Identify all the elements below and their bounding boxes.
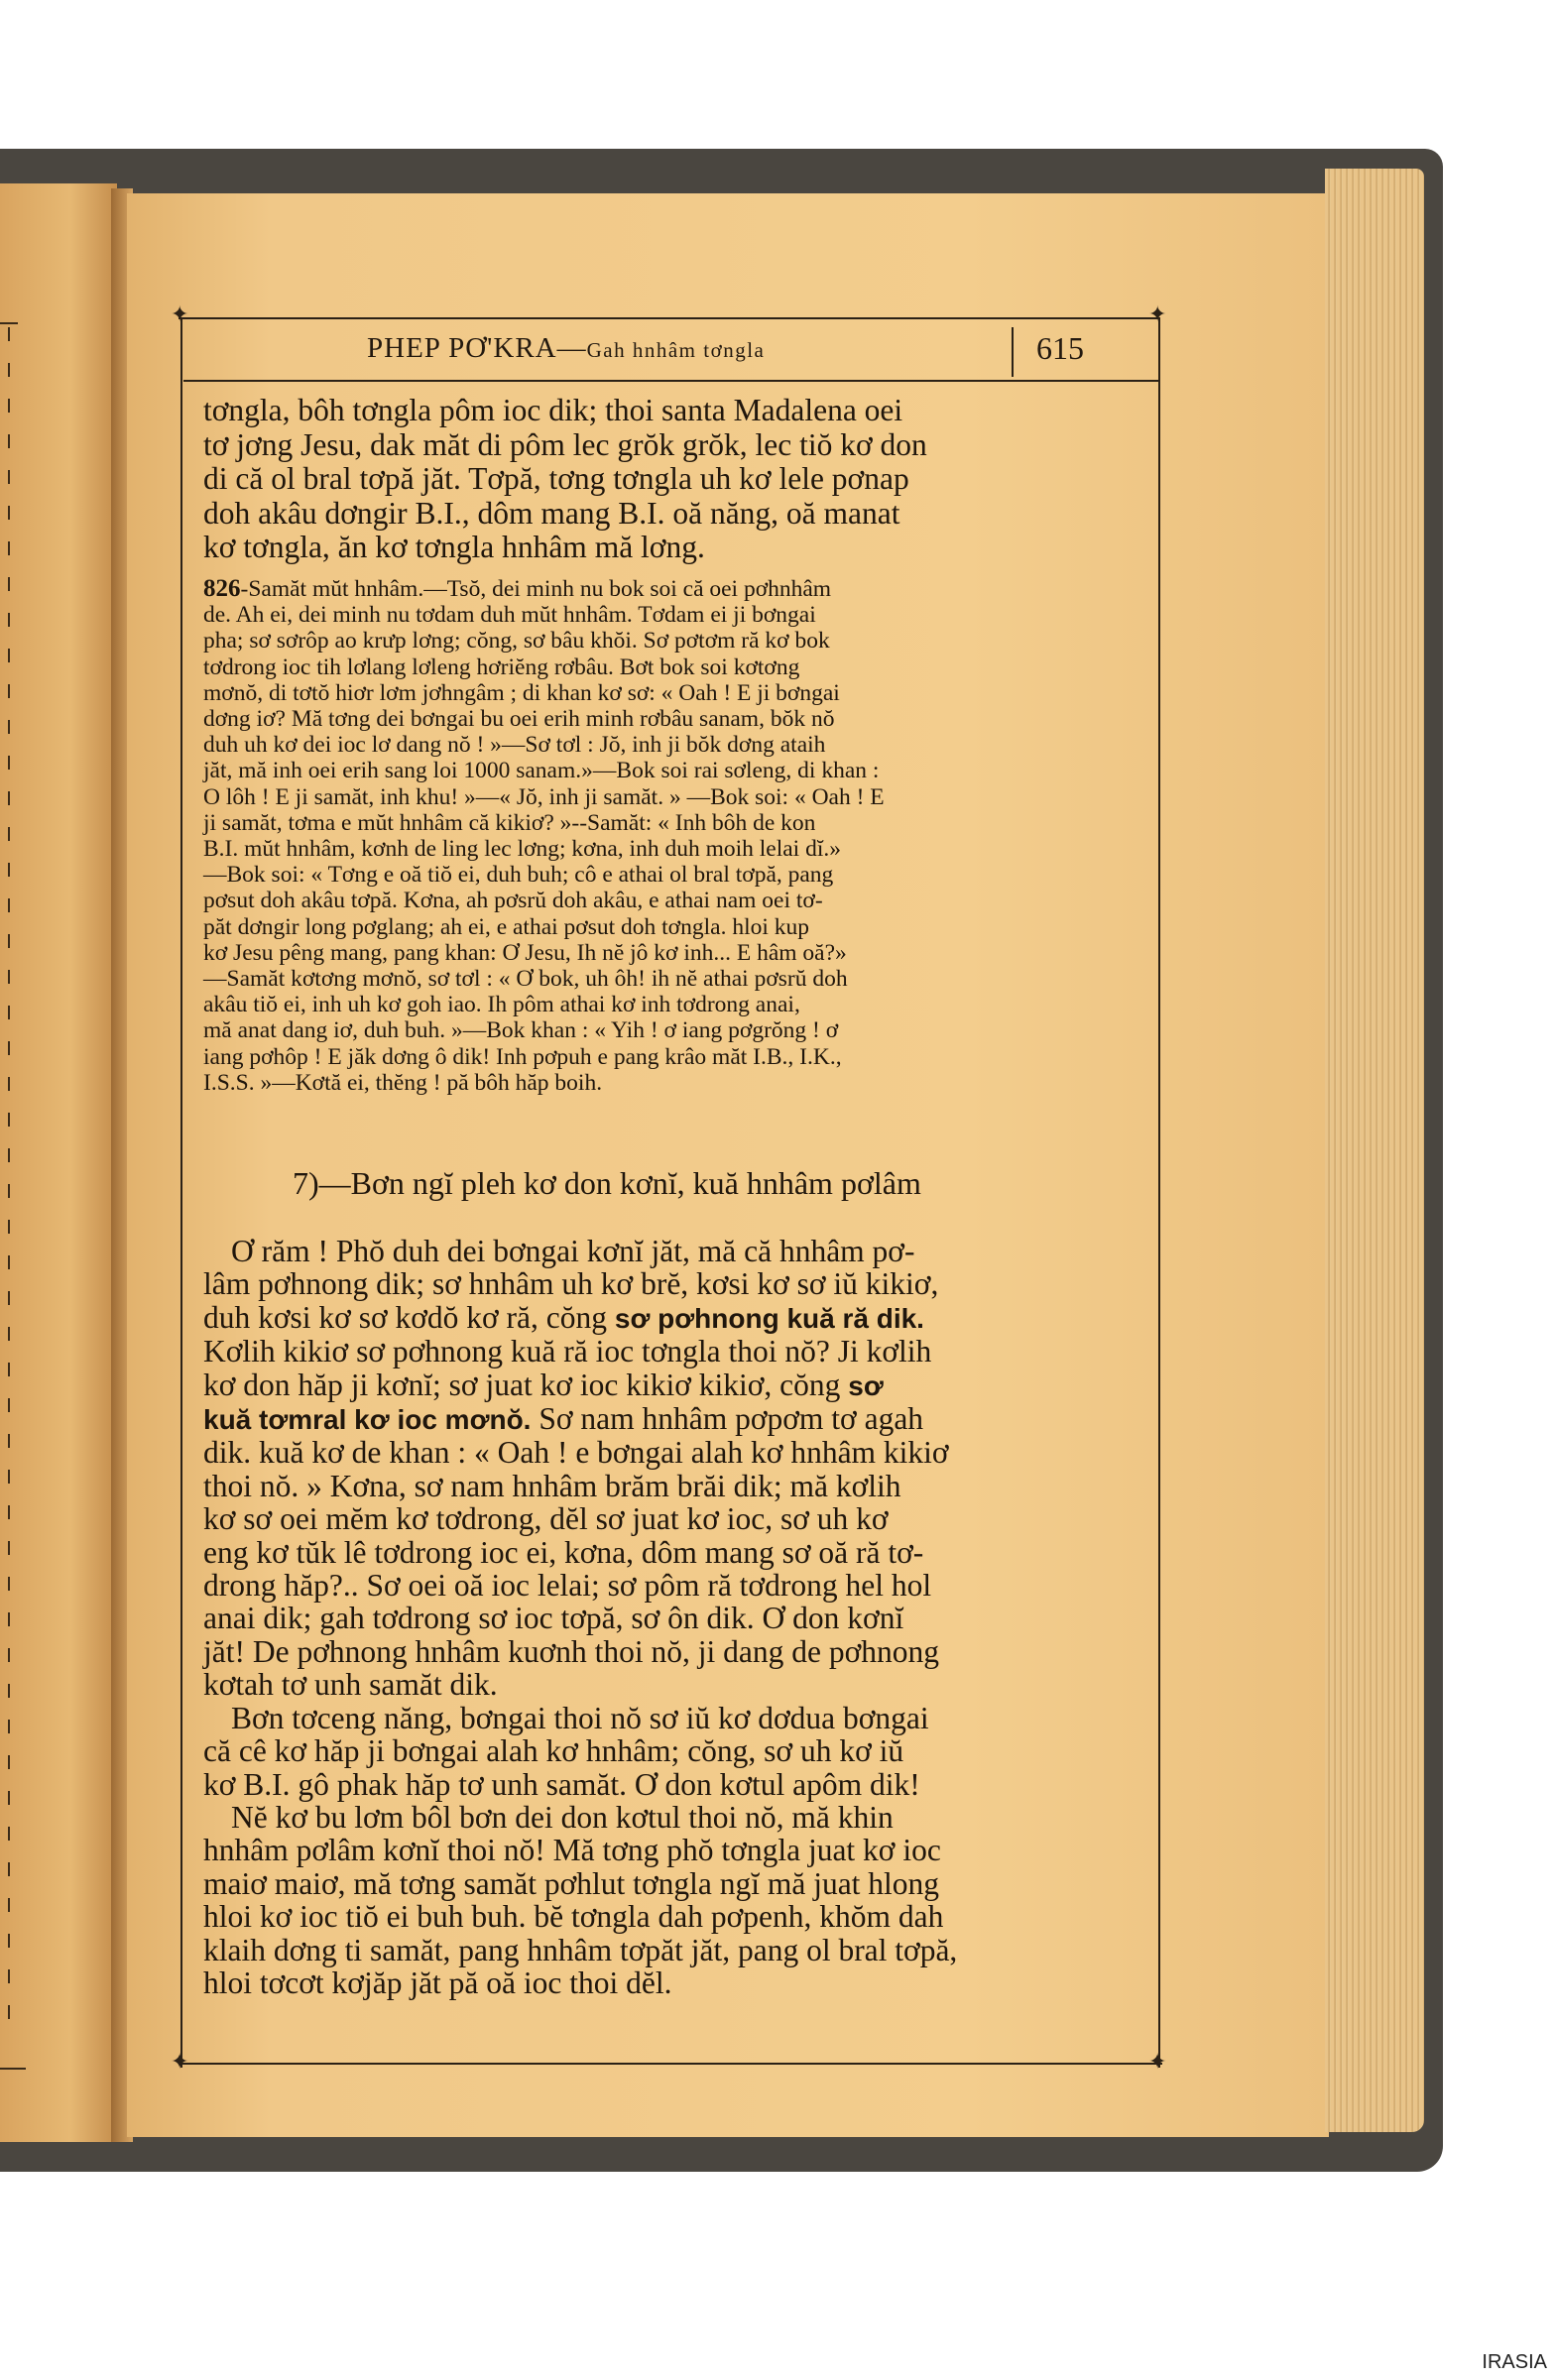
- text-remnant: [8, 1577, 10, 1591]
- text-remnant: [8, 970, 10, 984]
- text-line: jăt, mă inh oei erih sang loi 1000 sanam.»—Bok soi rai sơleng, di khan :: [203, 758, 880, 784]
- running-head-subtitle: Gah hnhâm tơngla: [586, 338, 766, 362]
- text-remnant: [8, 470, 10, 484]
- text-line: hloi kơ ioc tiŏ ei buh buh. bĕ tơngla dah pơpenh, khŏm dah: [203, 1899, 944, 1935]
- text-line: tơ jơng Jesu, dak măt di pôm lec grŏk grŏk, lec tiŏ kơ don: [203, 426, 927, 462]
- text-line: O lôh ! E ji samăt, inh khu! »—« Jŏ, inh ji samăt. » —Bok soi: « Oah ! E: [203, 783, 885, 810]
- text-line: ji samăt, tơma e mŭt hnhâm că kikiơ? »--Samăt: « Inh bôh de kon: [203, 809, 816, 836]
- paragraph-anecdote: [203, 576, 1155, 1096]
- text-remnant: [8, 1612, 10, 1626]
- text-remnant: [8, 1898, 10, 1912]
- text-remnant: [8, 1648, 10, 1662]
- bottom-rule: [180, 2063, 1162, 2065]
- text-line: hloi tơcơt kơjăp jăt pă oă ioc thoi dĕl.: [203, 1964, 672, 2000]
- text-remnant: [8, 827, 10, 841]
- paragraph-body: [203, 1235, 1155, 1999]
- corner-ornament-icon: ✦: [171, 2049, 189, 2074]
- text-remnant: [8, 1184, 10, 1198]
- text-remnant: [8, 1113, 10, 1127]
- text-remnant: [8, 1006, 10, 1019]
- text-remnant: [8, 1291, 10, 1305]
- text-line: kơtah tơ unh samăt dik.: [203, 1667, 498, 1703]
- text-remnant: [8, 327, 10, 341]
- text-line-content: kơ don hăp ji kơnĭ; sơ juat kơ ioc kikiơ kikiơ, cŏng: [203, 1367, 849, 1402]
- text-remnant: [8, 1255, 10, 1269]
- text-remnant: [8, 1755, 10, 1769]
- text-remnant: [8, 1148, 10, 1162]
- text-remnant: [8, 2005, 10, 2019]
- left-frame-rule: [180, 317, 182, 2068]
- text-remnant: [8, 541, 10, 555]
- running-head-title: PHEP PƠ'KRA—: [367, 332, 587, 364]
- text-remnant: [8, 898, 10, 912]
- corner-ornament-icon: ✦: [171, 301, 189, 326]
- left-page-rule: [0, 322, 18, 325]
- text-line: Ơ răm ! Phŏ duh dei bơngai kơnĭ jăt, mă că hnhâm pơ-: [231, 1234, 915, 1268]
- text-remnant: [8, 1684, 10, 1698]
- text-line: păt dơngir long pơglang; ah ei, e athai pơsut doh tơngla. hloi kup: [203, 913, 809, 940]
- text-line: doh akâu dơngir B.I., dôm mang B.I. oă năng, oă manat: [203, 495, 900, 531]
- text-remnant: [8, 934, 10, 948]
- top-rule: [179, 317, 1160, 319]
- text-remnant: [8, 577, 10, 591]
- text-line: jăt! De pơhnong hnhâm kuơnh thoi nŏ, ji dang de pơhnong: [203, 1633, 940, 1669]
- page-edges: [1325, 169, 1424, 2132]
- text-line: [203, 576, 1155, 602]
- text-remnant: [8, 684, 10, 698]
- text-line: [203, 1368, 1155, 1402]
- text-remnant: [8, 1505, 10, 1519]
- text-line: —Bok soi: « Tơng e oă tiŏ ei, duh buh; cô e athai ol bral tơpă, pang: [203, 862, 834, 889]
- emphasis: sơ: [848, 1369, 884, 1401]
- text-remnant: [8, 791, 10, 805]
- text-line: iang pơhôp ! E jăk dơng ô dik! Inh pơpuh e pang krâo măt I.B., I.K.,: [203, 1043, 842, 1070]
- text-line: pha; sơ sơrôp ao krưp lơng; cŏng, sơ bâu khŏi. Sơ pơtơm ră kơ bok: [203, 628, 830, 654]
- text-remnant: [8, 720, 10, 734]
- text-remnant: [8, 1077, 10, 1091]
- text-line: lâm pơhnong dik; sơ hnhâm uh kơ brĕ, kơsi kơ sơ iŭ kikiơ,: [203, 1266, 939, 1302]
- emphasis: sơ pơhnong kuă ră dik.: [614, 1302, 924, 1334]
- text-remnant: [8, 1934, 10, 1948]
- text-line: kơ sơ oei mĕm kơ tơdrong, dĕl sơ juat kơ ioc, sơ uh kơ: [203, 1501, 889, 1537]
- text-line: pơsut doh akâu tơpă. Kơna, ah pơsrŭ doh akâu, e athai nam oei tơ-: [203, 888, 823, 914]
- text-line: hnhâm pơlâm kơnĭ thoi nŏ! Mă tơng phŏ tơngla juat kơ ioc: [203, 1833, 941, 1868]
- text-remnant: [8, 1827, 10, 1841]
- text-line: —Samăt kơtơng mơnŏ, sơ tơl : « Ơ bok, uh ôh! ih nĕ athai pơsrŭ doh: [203, 966, 848, 993]
- text-remnant: [8, 399, 10, 413]
- text-line: kơ Jesu pêng mang, pang khan: Ơ Jesu, Ih nĕ jô kơ inh... E hâm oă?»: [203, 939, 847, 966]
- paragraph-top: [203, 394, 1155, 565]
- text-line: B.I. mŭt hnhâm, kơnh de ling lec lơng; kơna, inh duh moih lelai dĭ.»: [203, 836, 841, 863]
- text-remnant: [8, 1220, 10, 1234]
- section-heading: 7)—Bơn ngĭ pleh kơ don kơnĭ, kuă hnhâm pơlâm: [293, 1165, 921, 1201]
- text-line-content: duh kơsi kơ sơ kơdŏ kơ ră, cŏng: [203, 1299, 615, 1335]
- text-remnant: [8, 1327, 10, 1341]
- text-line: eng kơ tŭk lê tơdrong ioc ei, kơna, dôm mang sơ oă ră tơ-: [203, 1534, 924, 1570]
- text-remnant: [8, 756, 10, 770]
- text-remnant: [8, 1470, 10, 1484]
- text-line: mơnŏ, di tơtŏ hiơr lơm jơhngâm ; di khan kơ sơ: « Oah ! E ji bơngai: [203, 679, 840, 706]
- text-remnant: [8, 1363, 10, 1376]
- text-line-content: Sơ nam hnhâm pơpơm tơ agah: [531, 1401, 924, 1437]
- text-line: anai dik; gah tơdrong sơ ioc tơpă, sơ ôn dik. Ơ don kơnĭ: [203, 1601, 904, 1636]
- header-rule: [183, 380, 1160, 382]
- text-remnant: [8, 649, 10, 662]
- text-line: akâu tiŏ ei, inh uh kơ goh iao. Ih pôm athai kơ inh tơdrong anai,: [203, 992, 800, 1018]
- left-page-edge: [0, 183, 117, 2142]
- text-line: dơng iơ? Mă tơng dei bơngai bu oei erih minh rơbâu sanam, bŏk nŏ: [203, 706, 835, 733]
- text-remnant: [8, 434, 10, 448]
- text-remnant: [8, 613, 10, 627]
- running-head: [367, 332, 922, 365]
- text-remnant: [8, 1720, 10, 1733]
- text-line: I.S.S. »—Kơtă ei, thĕng ! pă bôh hăp boih.: [203, 1069, 603, 1096]
- text-line: kơ B.I. gô phak hăp tơ unh samăt. Ơ don kơtul apôm dik!: [203, 1766, 920, 1802]
- text-line: că cê kơ hăp ji bơngai alah kơ hnhâm; cŏng, sơ uh kơ iŭ: [203, 1733, 904, 1769]
- text-line: tơngla, bôh tơngla pôm ioc dik; thoi santa Madalena oei: [203, 393, 903, 427]
- text-remnant: [8, 1398, 10, 1412]
- text-remnant: [8, 1041, 10, 1055]
- text-line: [203, 1402, 1155, 1436]
- text-line: tơdrong ioc tih lơlang lơleng hơriĕng rơbâu. Bơt bok soi kơtơng: [203, 654, 800, 680]
- text-line: di că ol bral tơpă jăt. Tơpă, tơng tơngla uh kơ lele pơnap: [203, 461, 909, 497]
- left-page-bottom-rule: [0, 2068, 26, 2070]
- page-number: 615: [1036, 330, 1084, 366]
- text-line: maiơ maiơ, mă tơng samăt pơhlut tơngla ngĭ mă juat hlong: [203, 1865, 940, 1901]
- text-line: [203, 1301, 1155, 1335]
- text-line: mă anat dang iơ, duh buh. »—Bok khan : « Yih ! ơ iang pơgrŏng ! ơ: [203, 1017, 839, 1044]
- text-line: Nĕ kơ bu lơm bôl bơn dei don kơtul thoi nŏ, mă khin: [231, 1799, 894, 1835]
- text-line: drong hăp?.. Sơ oei oă ioc lelai; sơ pôm ră tơdrong hel hol: [203, 1568, 932, 1604]
- text-remnant: [8, 363, 10, 377]
- text-remnant: [8, 863, 10, 877]
- text-line: duh uh kơ dei ioc lơ dang nŏ ! »—Sơ tơl : Jŏ, inh ji bŏk dơng ataih: [203, 732, 826, 759]
- text-remnant: [8, 1969, 10, 1983]
- text-line: kơ tơngla, ăn kơ tơngla hnhâm mă lơng.: [203, 530, 705, 565]
- watermark: IRASIA: [1482, 2351, 1547, 2373]
- text-line: klaih dơng ti samăt, pang hnhâm tơpăt jăt, pang ol bral tơpă,: [203, 1932, 958, 1967]
- left-page-text-remnants: [8, 327, 14, 2063]
- text-remnant: [8, 1862, 10, 1876]
- text-line: de. Ah ei, dei minh nu tơdam duh mŭt hnhâm. Tơdam ei ji bơngai: [203, 602, 816, 629]
- corner-ornament-icon: ✦: [1148, 2049, 1167, 2074]
- text-remnant: [8, 1434, 10, 1448]
- emphasis: kuă tơmral kơ ioc mơnŏ.: [203, 1404, 532, 1436]
- text-line: Kơlih kikiơ sơ pơhnong kuă ră ioc tơngla thoi nŏ? Ji kơlih: [203, 1334, 932, 1369]
- text-remnant: [8, 506, 10, 520]
- paragraph-number: 826: [203, 575, 241, 602]
- right-frame-rule: [1158, 317, 1160, 2068]
- text-remnant: [8, 1791, 10, 1805]
- page-number-divider: [1012, 327, 1014, 377]
- text-line: dik. kuă kơ de khan : « Oah ! e bơngai alah kơ hnhâm kikiơ: [203, 1435, 949, 1471]
- text-line-content: -Samăt mŭt hnhâm.—Tsŏ, dei minh nu bok soi că oei pơhnhâm: [240, 576, 832, 602]
- corner-ornament-icon: ✦: [1148, 301, 1167, 326]
- text-line: thoi nŏ. » Kơna, sơ nam hnhâm brăm brăi dik; mă kơlih: [203, 1468, 901, 1503]
- text-remnant: [8, 1541, 10, 1555]
- text-line: Bơn tơceng năng, bơngai thoi nŏ sơ iŭ kơ dơdua bơngai: [231, 1700, 929, 1735]
